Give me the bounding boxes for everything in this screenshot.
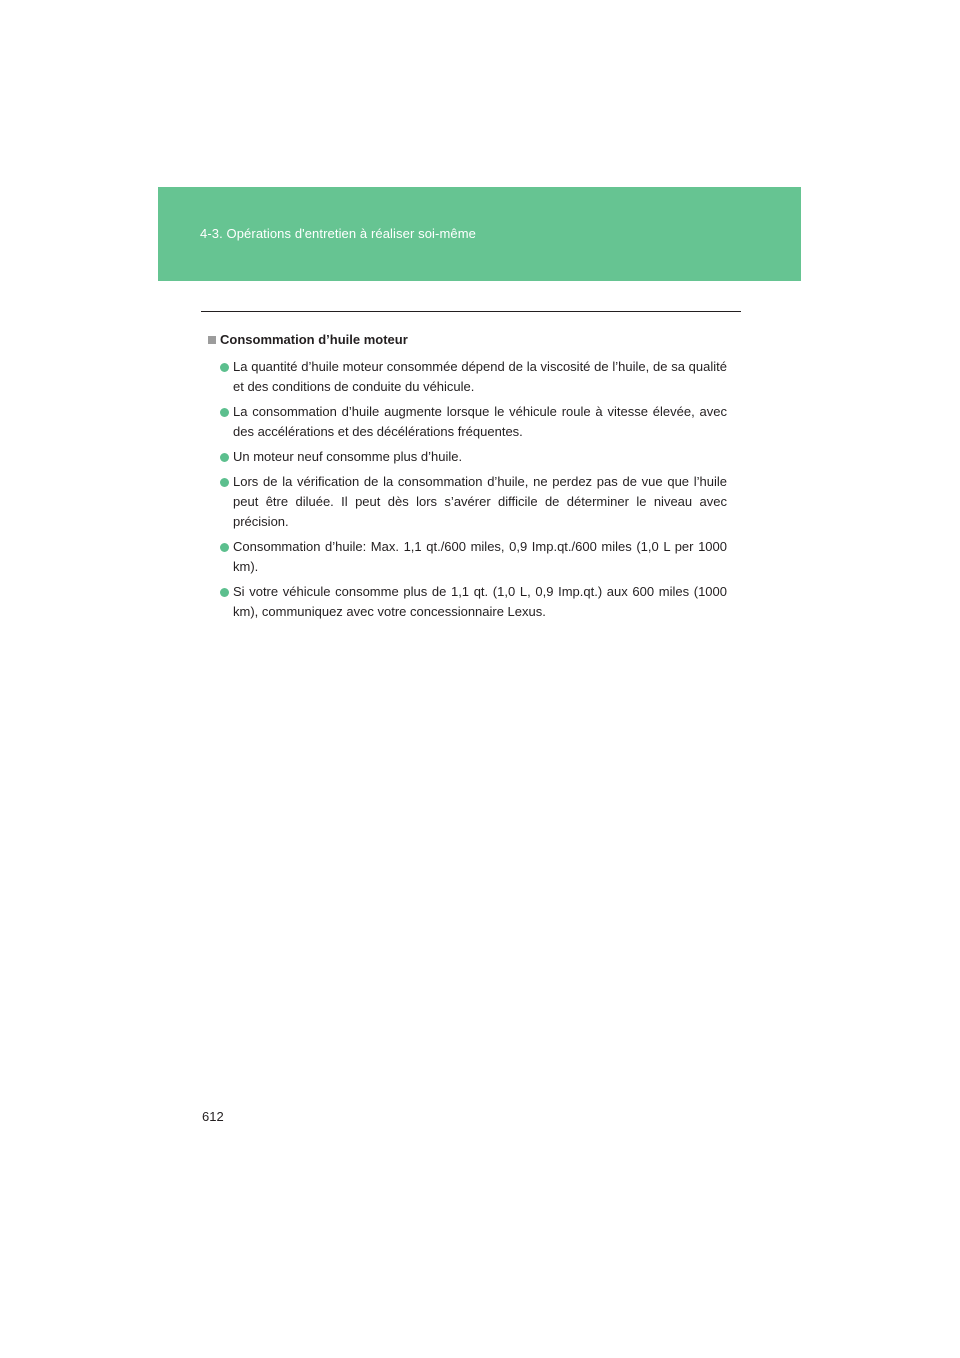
section-header-band	[158, 187, 801, 281]
bullet-dot-icon	[220, 478, 229, 487]
bullet-dot-icon	[220, 453, 229, 462]
divider-rule	[201, 311, 741, 312]
bullet-dot-icon	[220, 363, 229, 372]
list-item-text: La consommation d’huile augmente lorsque le véhicule roule à vitesse élevée, avec des accélérations et des décélérations fréquentes.	[233, 404, 727, 439]
list-item	[207, 582, 727, 622]
square-bullet-icon	[208, 336, 216, 344]
section-heading-text: Consommation d’huile moteur	[220, 332, 408, 347]
list-item-text: Consommation d’huile: Max. 1,1 qt./600 miles, 0,9 Imp.qt./600 miles (1,0 L per 1000 km).	[233, 539, 727, 574]
list-item-text: Un moteur neuf consomme plus d’huile.	[233, 449, 463, 464]
list-item	[207, 447, 727, 467]
section-heading	[207, 331, 727, 348]
bullet-dot-icon	[220, 408, 229, 417]
list-item-text: Lors de la vérification de la consommation d’huile, ne perdez pas de vue que l’huile peut être diluée. Il peut dès lors s’avérer difficile de déterminer le niveau avec précision.	[233, 474, 727, 529]
main-content	[207, 331, 727, 627]
list-item-text: Si votre véhicule consomme plus de 1,1 qt. (1,0 L, 0,9 Imp.qt.) aux 600 miles (1000 km), communiquez avec votre concessionnaire Lexus.	[233, 584, 727, 619]
list-item-text: La quantité d’huile moteur consommée dépend de la viscosité de l’huile, de sa qualité et des conditions de conduite du véhicule.	[233, 359, 727, 394]
list-item	[207, 357, 727, 397]
list-item	[207, 472, 727, 532]
bullet-list	[207, 357, 727, 622]
list-item	[207, 537, 727, 577]
bullet-dot-icon	[220, 588, 229, 597]
section-title: 4-3. Opérations d'entretien à réaliser soi-même	[200, 226, 476, 241]
bullet-dot-icon	[220, 543, 229, 552]
list-item	[207, 402, 727, 442]
page-number: 612	[202, 1109, 224, 1124]
